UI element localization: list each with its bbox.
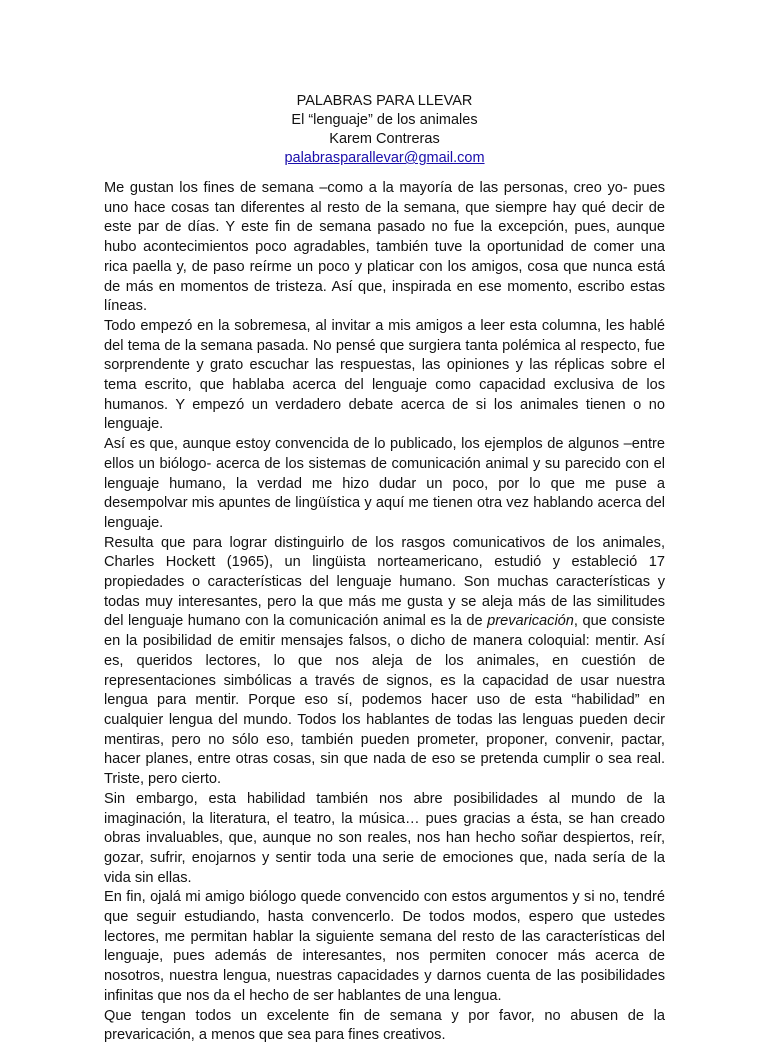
paragraph-4	[104, 534, 665, 790]
paragraph-1: Me gustan los fines de semana –como a la mayoría de las personas, creo yo- pues uno hace cosas tan diferentes al resto de la semana, que siempre hay qué decir de este par de días. Y este fin de semana pasado no fue la excepción, pues, aunque hubo acontecimientos poco agradables, también tuve la oportunidad de comer una rica paella y, de paso reírme un poco y platicar con los amigos, cosa que nunca está de más en momentos de tristeza. Así que, inspirada en ese momento, escribo estas líneas.	[104, 180, 665, 315]
term-prevaricacion: prevaricación	[487, 613, 574, 630]
paragraph-5: Sin embargo, esta habilidad también nos abre posibilidades al mundo de la imaginación, la literatura, el teatro, la música… pues gracias a ésta, se han creado obras invaluables, que, aunque no son reales, nos han hecho soñar despiertos, reír, gozar, sufrir, enojarnos y sentir toda una serie de emociones que, nada sería de la vida sin ellas.	[104, 790, 665, 886]
article-body	[104, 179, 665, 1046]
article-header	[104, 92, 665, 168]
paragraph-4-text-after: , que consiste en la posibilidad de emitir mensajes falsos, o dicho de manera coloquial: mentir. Así es, queridos lectores, lo que nos aleja de los animales, en cuestión de representaciones simbólicas a través de signos, es la capacidad de usar nuestra lengua para mentir. Porque eso sí, podemos hacer uso de esta “habilidad” en cualquier lengua del mundo. Todos los hablantes de todas las lenguas pueden decir mentiras, pero no sólo eso, también pueden prometer, proponer, convenir, pactar, hacer planes, entre otras cosas, sin que nada de eso se pretenda cumplir o sea real. Triste, pero cierto.	[104, 613, 665, 788]
column-title: PALABRAS PARA LLEVAR	[296, 93, 473, 109]
author-email-link[interactable]: palabrasparallevar@gmail.com	[284, 150, 485, 166]
paragraph-2: Todo empezó en la sobremesa, al invitar a mis amigos a leer esta columna, les hablé del tema de la semana pasada. No pensé que surgiera tanta polémica al respecto, fue sorprendente y grato escuchar las respuestas, las opiniones y las réplicas sobre el tema escrito, que hablaba acerca del lenguaje como capacidad exclusiva de los humanos. Y empezó un verdadero debate acerca de si los animales tienen o no lenguaje.	[104, 317, 665, 433]
author-name: Karem Contreras	[329, 131, 440, 147]
paragraph-6: En fin, ojalá mi amigo biólogo quede convencido con estos argumentos y si no, tendré que seguir estudiando, hasta convencerlo. De todos modos, espero que ustedes lectores, me permitan hablar la siguiente semana del resto de las características del lenguaje, pues además de interesantes, nos permiten conocer más acerca de nosotros, nuestra lengua, nuestras capacidades y darnos cuenta de las posibilidades infinitas que nos da el hecho de ser hablantes de una lengua.	[104, 889, 665, 1004]
paragraph-4-text-before: Resulta que para lograr distinguirlo de los rasgos comunicativos de los animales, Charles Hockett (1965), un lingüista norteamericano, estudió y estableció 17 propiedades o características del lenguaje humano. Son muchas características y todas muy interesantes, pero la que más me gusta y se aleja más de las similitudes del lenguaje humano con la comunicación animal es la de	[104, 534, 665, 630]
article-subtitle: El “lenguaje” de los animales	[291, 112, 478, 128]
paragraph-7: Que tengan todos un excelente fin de semana y por favor, no abusen de la prevaricación, a menos que sea para fines creativos.	[104, 1007, 665, 1044]
paragraph-3: Así es que, aunque estoy convencida de lo publicado, los ejemplos de algunos –entre ellos un biólogo- acerca de los sistemas de comunicación animal y su parecido con el lenguaje humano, la verdad me hizo dudar un poco, por lo que me puse a desempolvar mis apuntes de lingüística y aquí me tienen otra vez hablando acerca del lenguaje.	[104, 436, 665, 531]
